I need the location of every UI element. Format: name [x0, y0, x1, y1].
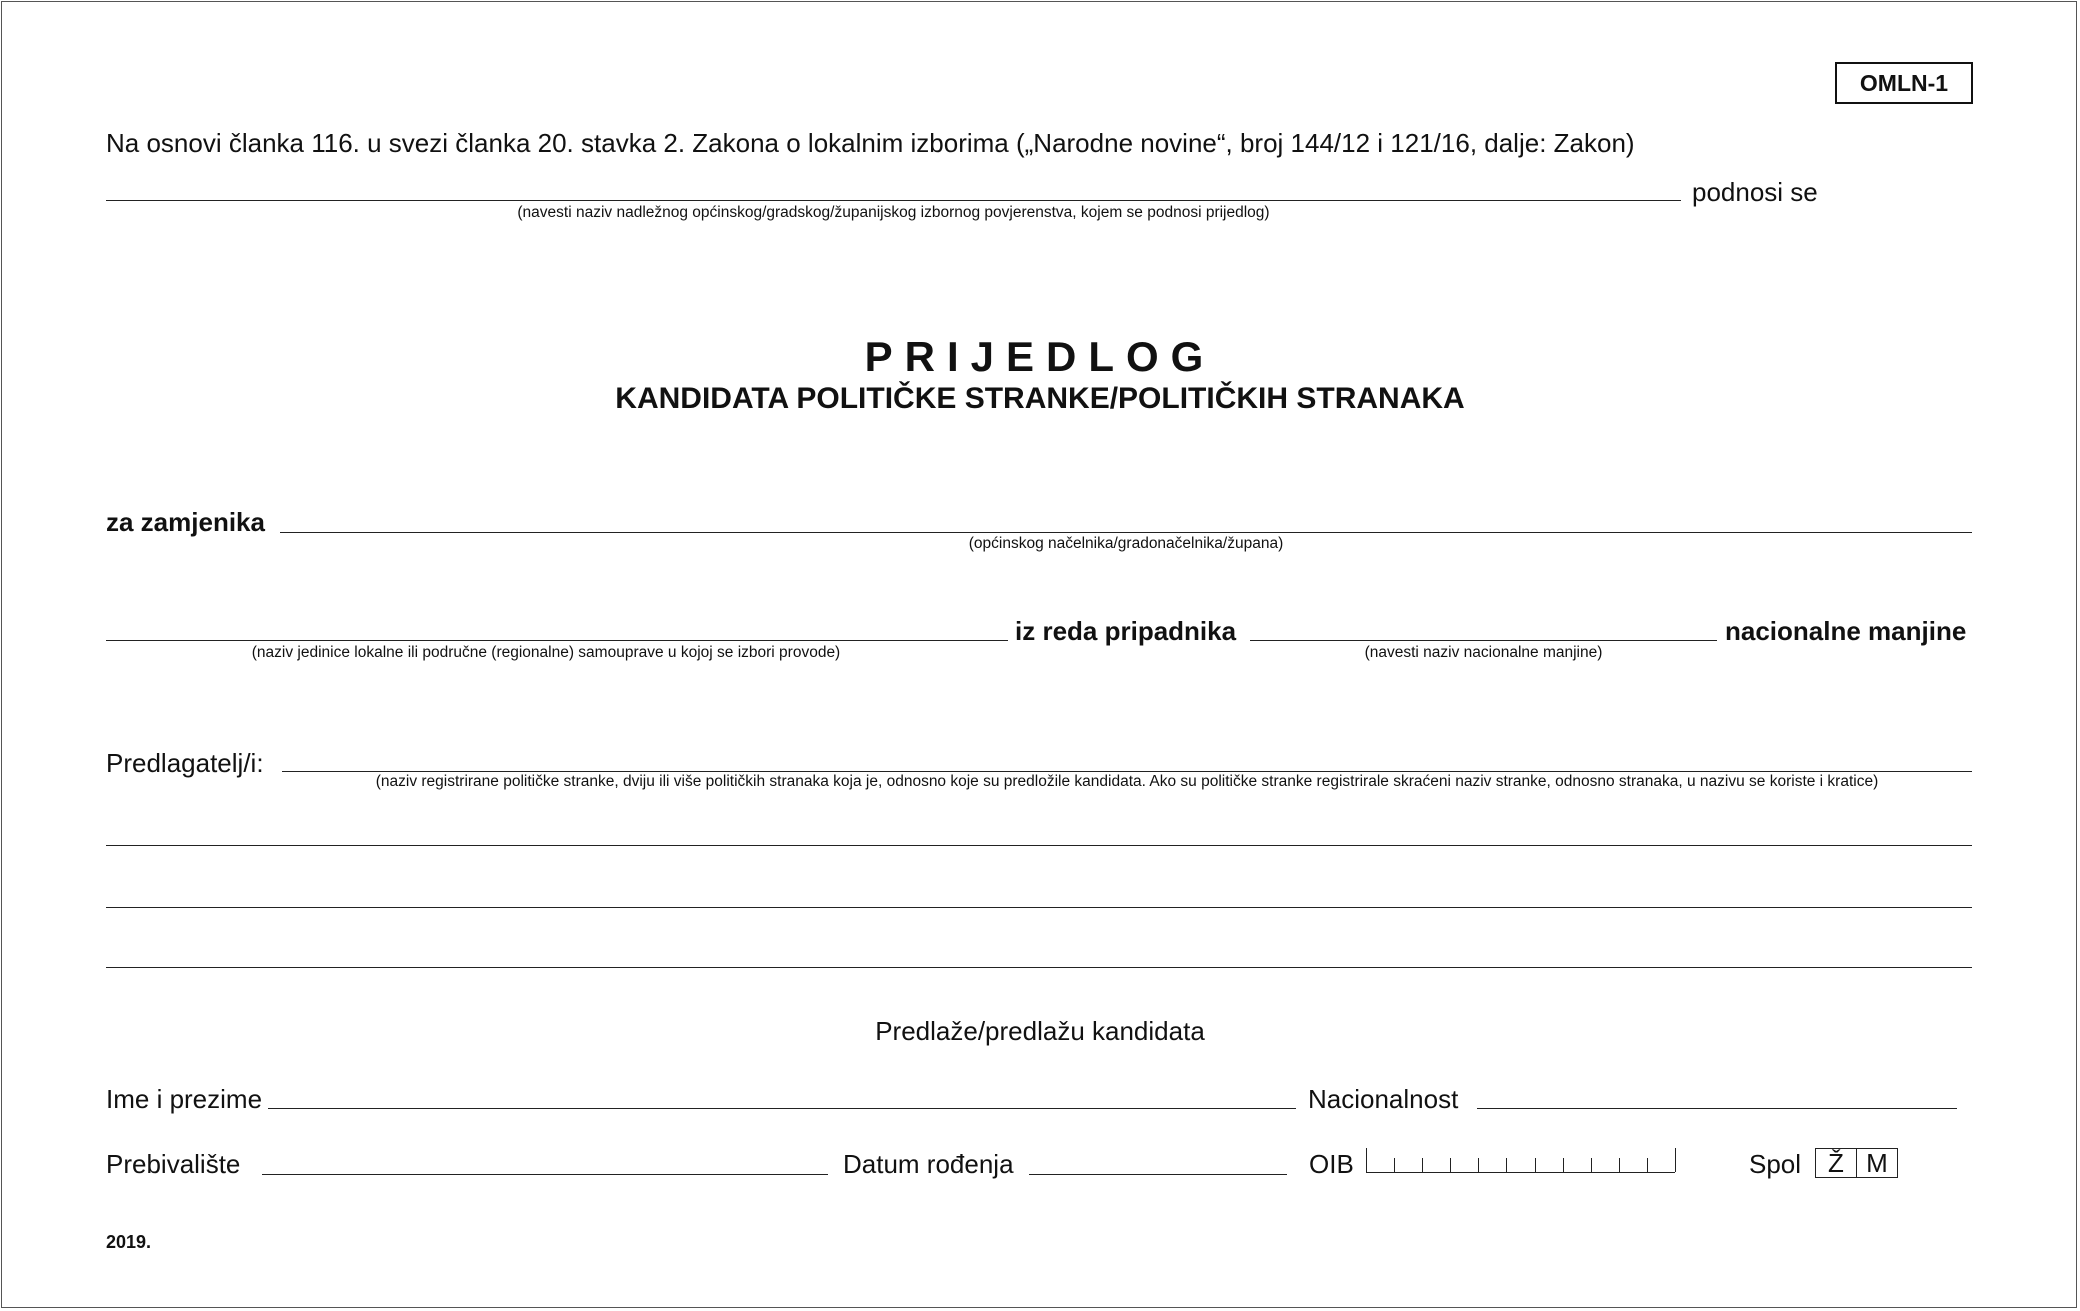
sex-label: Spol	[1749, 1149, 1802, 1179]
oib-digit-box	[1647, 1158, 1675, 1172]
deputy-label: za zamjenika	[106, 507, 265, 537]
form-code: OMLN-1	[1859, 69, 1949, 96]
oib-digit-box	[1506, 1158, 1534, 1172]
birthdate-field[interactable]	[1029, 1174, 1287, 1175]
oib-digit-box	[1422, 1158, 1450, 1172]
oib-digit-box	[1450, 1158, 1478, 1172]
minority-middle-label: iz reda pripadnika	[1015, 616, 1237, 646]
oib-digit-box	[1563, 1158, 1591, 1172]
oib-field[interactable]	[1366, 1148, 1675, 1173]
local-unit-field[interactable]	[106, 640, 1008, 641]
oib-label: OIB	[1309, 1149, 1354, 1179]
document-title: PRIJEDLOG	[864, 333, 1216, 380]
oib-digit-box	[1619, 1158, 1647, 1172]
proposer-label: Predlagatelj/i:	[106, 748, 264, 778]
commission-field[interactable]	[106, 200, 1681, 201]
proposer-hint: (naziv registrirane političke stranke, dviju ili više političkih stranaka koja je, odnosno koje su predložile kandidata. Ako su političke stranke registrirale skraćeni naziv stranke, odnosno stranaka, u nazivu se koriste i kratice)	[375, 773, 1879, 790]
submits-suffix: podnosi se	[1692, 177, 1818, 207]
residence-field[interactable]	[262, 1174, 828, 1175]
minority-end-label: nacionalne manjine	[1725, 616, 1967, 646]
document-subtitle: KANDIDATA POLITIČKE STRANKE/POLITIČKIH STRANAKA	[615, 382, 1465, 415]
minority-field[interactable]	[1250, 640, 1717, 641]
proposer-line-4[interactable]	[106, 967, 1972, 968]
oib-end-mark	[1675, 1148, 1676, 1172]
oib-digit-box	[1591, 1158, 1619, 1172]
form-code-box	[1835, 62, 1973, 104]
local-unit-hint: (naziv jedinice lokalne ili područne (regionalne) samouprave u kojoj se izbori provode)	[251, 644, 841, 661]
proposer-line-3[interactable]	[106, 907, 1972, 908]
footer-year: 2019.	[106, 1232, 152, 1252]
deputy-field[interactable]	[280, 532, 1972, 533]
proposer-field[interactable]	[282, 771, 1972, 772]
residence-label: Prebivalište	[106, 1149, 241, 1179]
oib-digit-box	[1394, 1158, 1422, 1172]
name-field[interactable]	[268, 1108, 1296, 1109]
nationality-label: Nacionalnost	[1308, 1084, 1459, 1114]
deputy-hint: (općinskog načelnika/gradonačelnika/župana)	[968, 535, 1284, 552]
minority-hint: (navesti naziv nacionalne manjine)	[1364, 644, 1603, 661]
oib-digit-box	[1535, 1158, 1563, 1172]
sex-option-female[interactable]: Ž	[1828, 1148, 1844, 1178]
sex-option-male[interactable]: M	[1856, 1149, 1897, 1177]
intro-text: Na osnovi članka 116. u svezi članka 20. stavka 2. Zakona o lokalnim izborima („Narodne novine“, broj 144/12 i 121/16, dalje: Zakon)	[106, 128, 1635, 158]
birthdate-label: Datum rođenja	[843, 1149, 1014, 1179]
commission-hint: (navesti naziv nadležnog općinskog/gradskog/županijskog izbornog povjerenstva, kojem se podnosi prijedlog)	[517, 204, 1270, 221]
nationality-field[interactable]	[1477, 1108, 1957, 1109]
sex-selector	[1815, 1148, 1898, 1178]
proposer-line-2[interactable]	[106, 845, 1972, 846]
oib-digit-box	[1478, 1158, 1506, 1172]
name-label: Ime i prezime	[106, 1084, 263, 1114]
oib-digit-box	[1366, 1148, 1394, 1172]
candidate-heading: Predlaže/predlažu kandidata	[875, 1016, 1205, 1046]
